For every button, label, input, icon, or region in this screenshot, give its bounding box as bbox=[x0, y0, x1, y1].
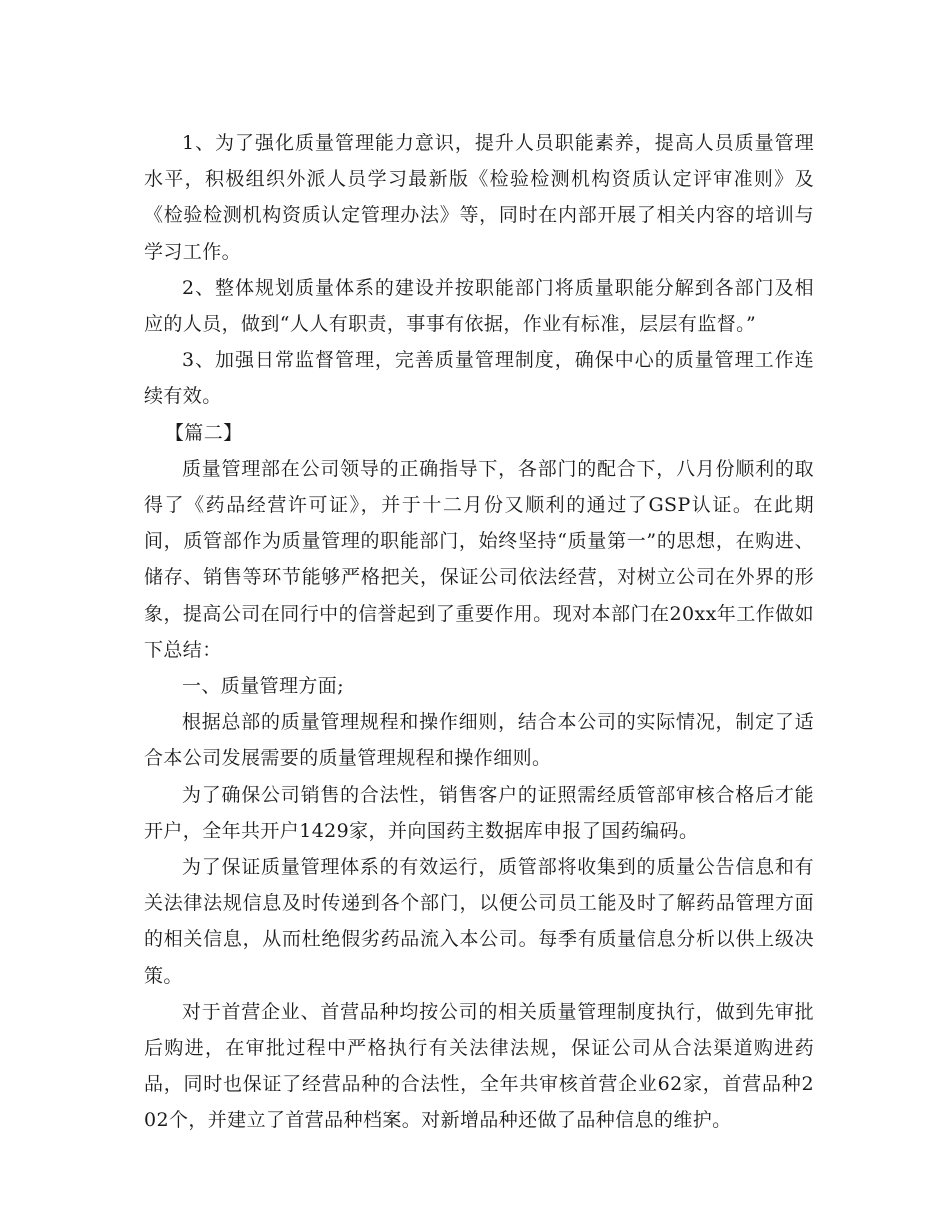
paragraph-first-operation: 对于首营企业、首营品种均按公司的相关质量管理制度执行，做到先审批后购进，在审批过程中严格执行有关法律法规，保证公司从合法渠道购进药品，同时也保证了经营品种的合法性，全年共审核首营企业62家，首营品种202个，并建立了首营品种档案。对新增品种还做了品种信息的维护。 bbox=[144, 1000, 814, 1132]
subsection-heading: 一、质量管理方面; bbox=[182, 675, 345, 698]
paragraph-item-3: 3、加强日常监督管理，完善质量管理制度，确保中心的质量管理工作连续有效。 bbox=[144, 349, 814, 408]
paragraph-item-1: 1、为了强化质量管理能力意识，提升人员职能素养，提高人员质量管理水平，积极组织外派人员学习最新版《检验检测机构资质认定评审准则》及《检验检测机构资质认定管理办法》等，同时在内部开展了相关内容的培训与学习工作。 bbox=[144, 132, 814, 263]
document-page bbox=[144, 125, 814, 1139]
paragraph-intro: 质量管理部在公司领导的正确指导下，各部门的配合下，八月份顺利的取得了《药品经营许可证》，并于十二月份又顺利的通过了GSP认证。在此期间，质管部作为质量管理的职能部门，始终坚持“质量第一”的思想，在购进、储存、销售等环节能够严格把关，保证公司依法经营，对树立公司在外界的形象，提高公司在同行中的信誉起到了重要作用。现对本部门在20xx年工作做如下总结： bbox=[144, 457, 814, 661]
paragraph-rules: 根据总部的质量管理规程和操作细则，结合本公司的实际情况，制定了适合本公司发展需要的质量管理规程和操作细则。 bbox=[144, 711, 814, 770]
section-heading: 【篇二】 bbox=[164, 421, 243, 444]
paragraph-sales: 为了确保公司销售的合法性，销售客户的证照需经质管部审核合格后才能开户，全年共开户1429家，并向国药主数据库申报了国药编码。 bbox=[144, 783, 814, 842]
paragraph-info: 为了保证质量管理体系的有效运行，质管部将收集到的质量公告信息和有关法律法规信息及时传递到各个部门，以便公司员工能及时了解药品管理方面的相关信息，从而杜绝假劣药品流入本公司。每季有质量信息分析以供上级决策。 bbox=[144, 856, 814, 987]
paragraph-item-2: 2、整体规划质量体系的建设并按职能部门将质量职能分解到各部门及相应的人员，做到“人人有职责，事事有依据，作业有标准，层层有监督。” bbox=[144, 276, 814, 336]
